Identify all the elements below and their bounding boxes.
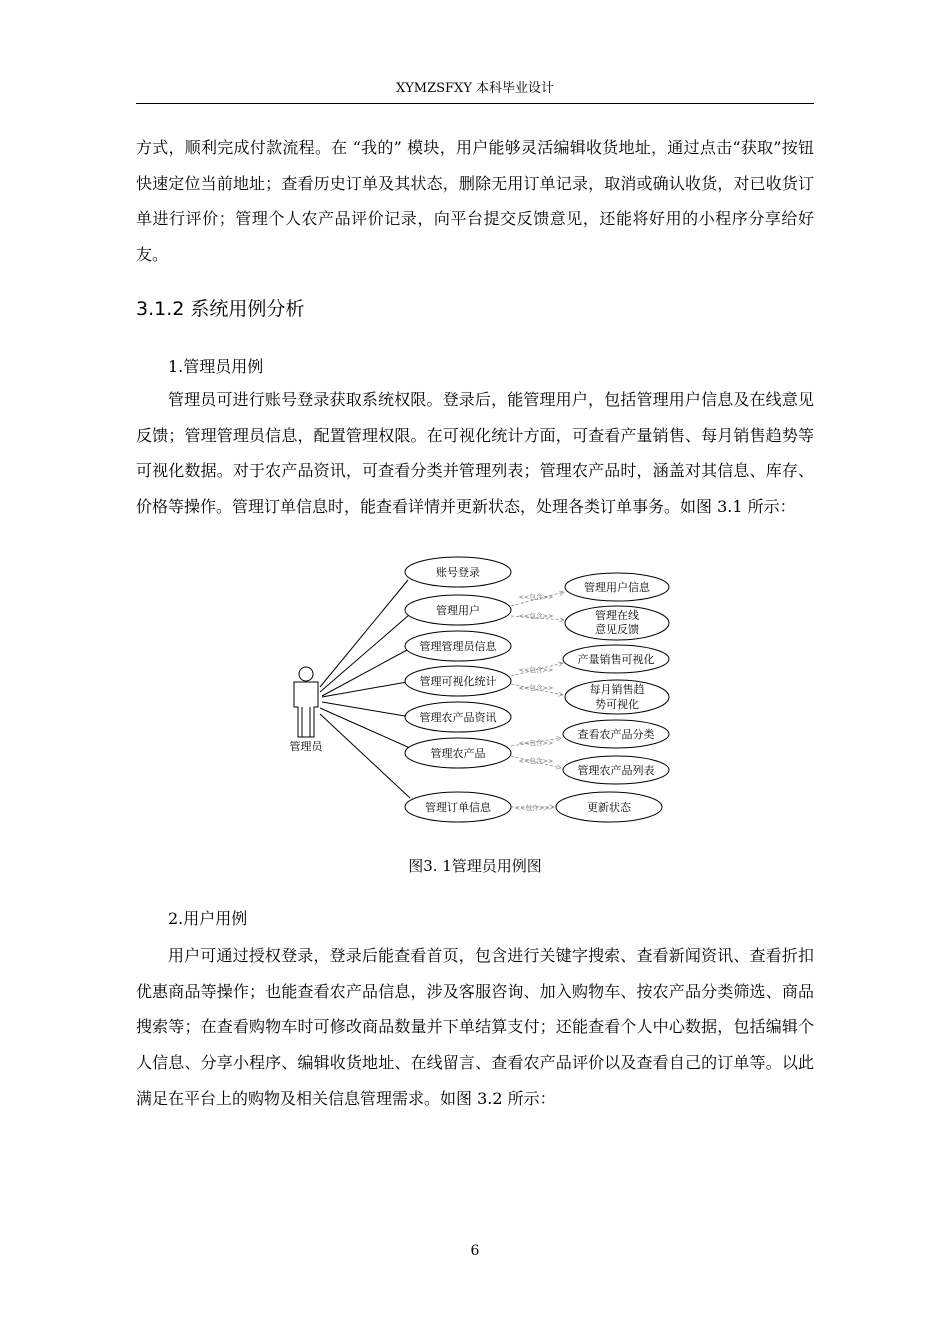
use-case-manage-admin-info-label: 管理管理员信息 xyxy=(419,640,497,653)
figure-caption: 图3. 1管理员用例图 xyxy=(408,857,542,875)
page-number: 6 xyxy=(470,1243,480,1259)
use-case-feedback-label: 意见反馈 xyxy=(595,623,639,636)
use-case-trend-visual-label: 势可视化 xyxy=(595,698,639,711)
intro-paragraph: 方式，顺利完成付款流程。在 “我的” 模块，用户能够灵活编辑收货地址，通过点击“获取”按钮快速定位当前地址；查看历史订单及其状态，删除无用订单记录，取消或确认收货，对已收货订单进行评价；管理个人农产品评价记录，向平台提交反馈意见，还能将好用的小程序分享给好友。 xyxy=(136,138,814,265)
use-case-product-news-label: 管理农产品资讯 xyxy=(419,711,497,724)
use-case-diagram xyxy=(270,552,690,832)
user-paragraph: 用户可通过授权登录，登录后能查看首页，包含进行关键字搜索、查看新闻资讯、查看折扣优惠商品等操作；也能查看农产品信息，涉及客服咨询、加入购物车、按农产品分类筛选、商品搜索等；在查看购物车时可修改商品数量并下单结算支付；还能查看个人中心数据，包括编辑个人信息、分享小程序、编辑收货地址、在线留言、查看农产品评价以及查看自己的订单等。以此满足在平台上的购物及相关信息管理需求。如图 3.2 所示： xyxy=(136,946,814,1108)
include-label: <<包含>> xyxy=(518,757,554,765)
include-lines xyxy=(511,592,564,807)
user-subtitle: 2.用户用例 xyxy=(168,909,248,928)
use-case-product-list-label: 管理农产品列表 xyxy=(577,764,655,777)
use-case-manage-orders-label: 管理订单信息 xyxy=(425,801,491,814)
use-case-login-label: 账号登录 xyxy=(436,566,480,579)
running-header: XYMZSFXY 本科毕业设计 xyxy=(395,81,555,96)
include-label: <<包含>> xyxy=(514,804,550,812)
use-case-sales-visual-label: 产量销售可视化 xyxy=(577,653,655,666)
include-label: <<包含>> xyxy=(518,593,554,601)
use-case-view-category-label: 查看农产品分类 xyxy=(577,728,655,741)
admin-subtitle: 1.管理员用例 xyxy=(168,357,264,376)
use-case-update-status-label: 更新状态 xyxy=(587,801,631,814)
section-heading: 3.1.2 系统用例分析 xyxy=(136,298,305,320)
association-lines xyxy=(320,580,410,798)
actor-figure xyxy=(294,667,318,737)
use-case-visual-stats-label: 管理可视化统计 xyxy=(419,675,497,688)
header-rule xyxy=(136,103,814,104)
include-label: <<包含>> xyxy=(518,684,554,692)
include-label: <<包含>> xyxy=(518,739,554,747)
use-case-manage-users-label: 管理用户 xyxy=(436,604,480,617)
include-label: <<包含>> xyxy=(518,666,554,674)
use-case-trend-visual-label: 每月销售趋 xyxy=(589,683,645,696)
include-label: <<包含>> xyxy=(518,612,554,620)
use-case-user-info-label: 管理用户信息 xyxy=(584,581,650,594)
use-case-manage-products-label: 管理农产品 xyxy=(430,747,486,760)
use-case-feedback-label: 管理在线 xyxy=(595,609,639,622)
actor-label: 管理员 xyxy=(289,740,323,753)
admin-paragraph: 管理员可进行账号登录获取系统权限。登录后，能管理用户，包括管理用户信息及在线意见反馈；管理管理员信息，配置管理权限。在可视化统计方面，可查看产量销售、每月销售趋势等可视化数据。对于农产品资讯，可查看分类并管理列表；管理农产品时，涵盖对其信息、库存、价格等操作。管理订单信息时，能查看详情并更新状态，处理各类订单事务。如图 3.1 所示： xyxy=(136,390,814,517)
